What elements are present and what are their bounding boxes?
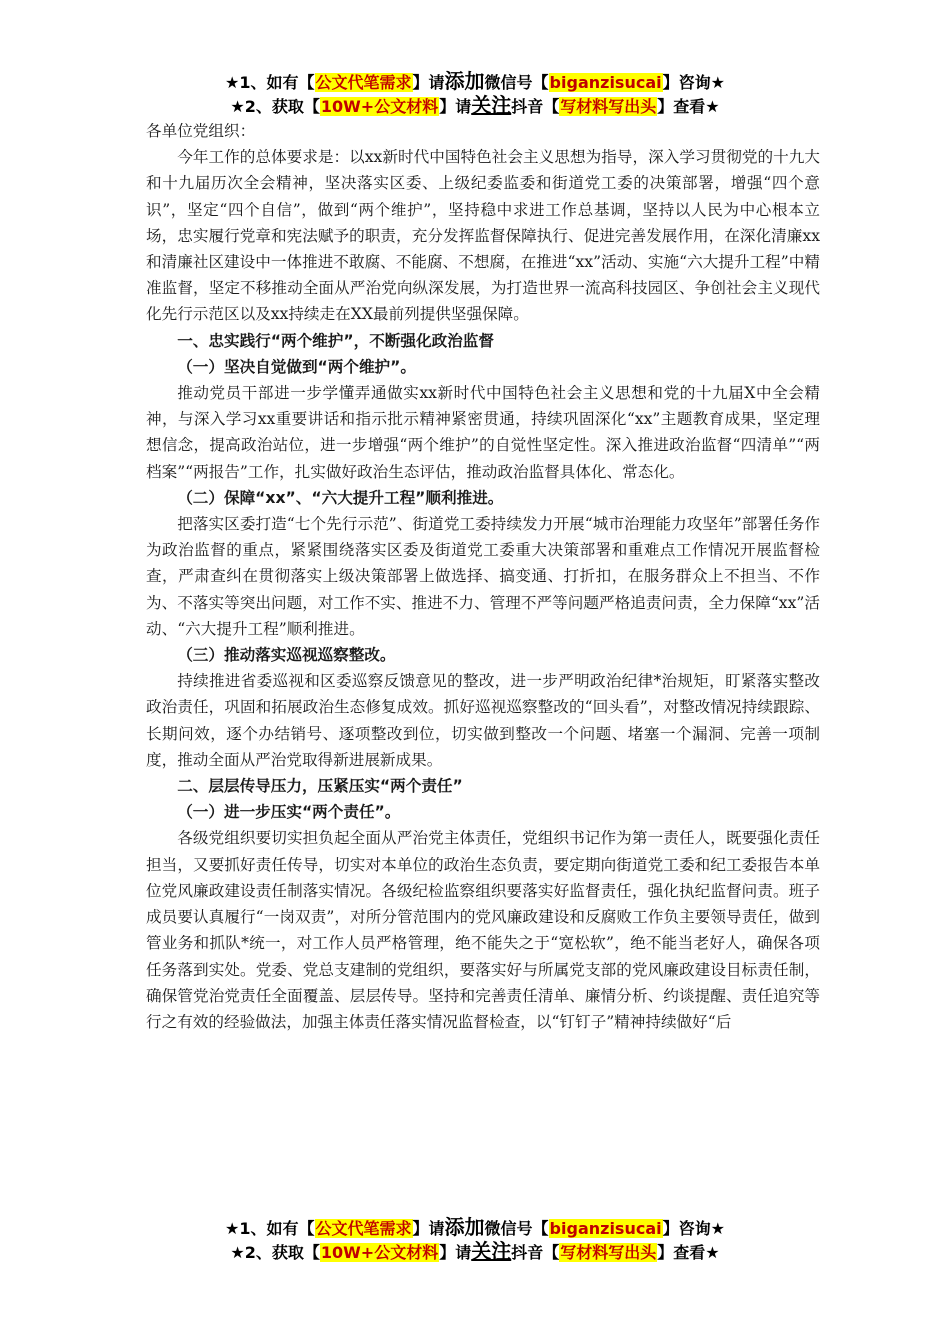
banner-text: ★2、获取【 (230, 1243, 320, 1262)
banner-text: 】请 (412, 1219, 445, 1238)
body-paragraph: 把落实区委打造“七个先行示范”、街道党工委持续发力开展“城市治理能力攻坚年”部署任务作为政治监督的重点，紧紧围绕落实区委及街道党工委重大决策部署和重难点工作情况开展监督检查，严肃查纠在贯彻落实上级决策部署上做选择、搞变通、打折扣，在服务群众上不担当、不作为、不落实等突出问题，对工作不实、推进不力、管理不严等问题严格追责问责，全力保障“xx”活动、“六大提升工程”顺利推进。 (146, 515, 820, 638)
banner-emphasis: 添加 (444, 69, 485, 93)
banner-text: 抖音【 (511, 1243, 560, 1262)
banner-text: 】请 (412, 73, 445, 92)
banner-highlight: 公文代笔需求 (315, 1219, 412, 1238)
banner-text: 】查看★ (657, 1243, 720, 1262)
subsection-heading: （二）保障“xx”、“六大提升工程”顺利推进。 (177, 488, 504, 507)
banner-emphasis: 添加 (444, 1215, 485, 1239)
subsection-heading: （一）坚决自觉做到“两个维护”。 (177, 357, 416, 376)
banner-text: ★2、获取【 (230, 97, 320, 116)
banner-highlight: biganzisucai (549, 1219, 662, 1238)
banner-line-1 (0, 1216, 950, 1240)
section-heading-1: 一、忠实践行“两个维护”，不断强化政治监督 (177, 331, 494, 350)
banner-text: 】咨询★ (662, 73, 725, 92)
banner-text: 】请 (439, 97, 472, 116)
body-paragraph: 推动党员干部进一步学懂弄通做实xx新时代中国特色社会主义思想和党的十九届X中全会精神，与深入学习xx重要讲话和指示批示精神紧密贯通，持续巩固深化“xx”主题教育成果，坚定理想信念，提高政治站位，进一步增强“两个维护”的自觉性坚定性。深入推进政治监督“四清单”“两档案”“两报告”工作，扎实做好政治生态评估，推动政治监督具体化、常态化。 (146, 384, 820, 481)
banner-text: ★1、如有【 (225, 73, 315, 92)
banner-highlight: 写材料写出头 (560, 97, 657, 116)
subsection-heading: （三）推动落实巡视巡察整改。 (177, 646, 396, 665)
footer-banner (0, 1216, 950, 1264)
banner-text: 微信号【 (484, 73, 549, 92)
section-heading-2: 二、层层传导压力，压紧压实“两个责任” (177, 777, 463, 796)
banner-text: 】请 (439, 1243, 472, 1262)
intro-paragraph: 今年工作的总体要求是：以xx新时代中国特色社会主义思想为指导，深入学习贯彻党的十九大和十九届历次全会精神，坚决落实区委、上级纪委监委和街道党工委的决策部署，增强“四个意识”，坚定“四个自信”，做到“两个维护”，坚持稳中求进工作总基调，坚持以人民为中心根本立场，忠实履行党章和宪法赋予的职责，充分发挥监督保障执行、促进完善发展作用，在深化清廉xx和清廉社区建设中一体推进不敢腐、不能腐、不想腐，在推进“xx”活动、实施“六大提升工程”中精准监督，坚定不移推动全面从严治党向纵深发展，为打造世界一流高科技园区、争创社会主义现代化先行示范区以及xx持续走在XX最前列提供坚强保障。 (146, 148, 820, 324)
header-banner (0, 70, 950, 118)
banner-highlight: 写材料写出头 (560, 1243, 657, 1262)
banner-highlight: 10W+公文材料 (320, 97, 439, 116)
banner-text: ★1、如有【 (225, 1219, 315, 1238)
banner-line-2 (0, 1240, 950, 1264)
banner-text: 】查看★ (657, 97, 720, 116)
body-paragraph: 各级党组织要切实担负起全面从严治党主体责任，党组织书记作为第一责任人，既要强化责任担当，又要抓好责任传导，切实对本单位的政治生态负责，要定期向街道党工委和纪工委报告本单位党风廉政建设责任制落实情况。各级纪检监察组织要落实好监督责任，强化执纪监督问责。班子成员要认真履行“一岗双责”，对所分管范围内的党风廉政建设和反腐败工作负主要领导责任，做到管业务和抓队*统一，对工作人员严格管理，绝不能失之于“宽松软”，绝不能当老好人，确保各项任务落到实处。党委、党总支建制的党组织，要落实好与所属党支部的党风廉政建设目标责任制，确保管党治党责任全面覆盖、层层传导。坚持和完善责任清单、廉情分析、约谈提醒、责任追究等行之有效的经验做法，加强主体责任落实情况监督检查，以“钉钉子”精神持续做好“后 (146, 829, 820, 1031)
banner-highlight: 10W+公文材料 (320, 1243, 439, 1262)
document-body (146, 118, 820, 1035)
subsection-heading: （一）进一步压实“两个责任”。 (177, 803, 401, 822)
banner-line-2 (0, 94, 950, 118)
banner-emphasis: 关注 (471, 1239, 512, 1263)
salutation: 各单位党组织： (146, 122, 256, 140)
banner-text: 抖音【 (511, 97, 560, 116)
banner-emphasis: 关注 (471, 93, 512, 117)
banner-highlight: 公文代笔需求 (315, 73, 412, 92)
banner-highlight: biganzisucai (549, 73, 662, 92)
banner-text: 】咨询★ (662, 1219, 725, 1238)
banner-text: 微信号【 (484, 1219, 549, 1238)
banner-line-1 (0, 70, 950, 94)
body-paragraph: 持续推进省委巡视和区委巡察反馈意见的整改，进一步严明政治纪律*治规矩，盯紧落实整改政治责任，巩固和拓展政治生态修复成效。抓好巡视巡察整改的“回头看”，对整改情况持续跟踪、长期问效，逐个办结销号、逐项整改到位，切实做到整改一个问题、堵塞一个漏洞、完善一项制度，推动全面从严治党取得新进展新成果。 (146, 672, 820, 769)
